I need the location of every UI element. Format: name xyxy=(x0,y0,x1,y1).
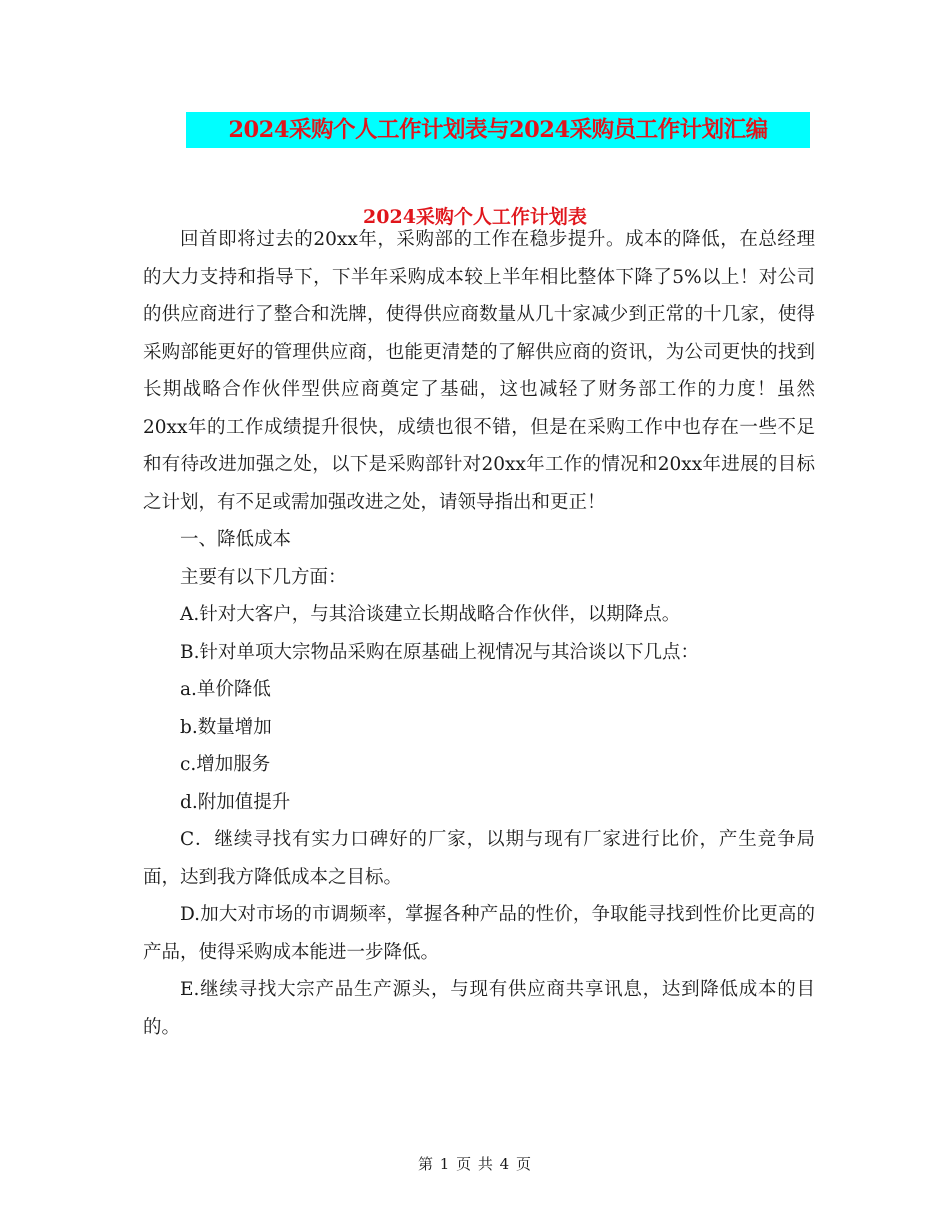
section-title: 2024采购个人工作计划表 xyxy=(363,206,587,228)
list-intro: 主要有以下几方面： xyxy=(180,566,347,588)
list-item-e: E.继续寻找大宗产品生产源头，与现有供应商共享讯息，达到降低成本的目的。 xyxy=(143,979,815,1038)
document-title: 2024采购个人工作计划表与2024采购员工作计划汇编 xyxy=(186,112,810,148)
document-body xyxy=(143,221,815,1046)
page-footer: 第 1 页 共 4 页 xyxy=(418,1155,532,1173)
sub-item-added-value: d.附加值提升 xyxy=(180,791,291,813)
sub-item-service: c.增加服务 xyxy=(180,754,271,775)
list-item-d: D.加大对市场的市调频率，掌握各种产品的性价，争取能寻找到性价比更高的产品，使得采购成本能进一步降低。 xyxy=(143,904,815,963)
intro-paragraph: 回首即将过去的20xx年，采购部的工作在稳步提升。成本的降低，在总经理的大力支持和指导下，下半年采购成本较上半年相比整体下降了5%以上！对公司的供应商进行了整合和洗牌，使得供应商数量从几十家减少到正常的十几家，使得采购部能更好的管理供应商，也能更清楚的了解供应商的资讯，为公司更快的找到长期战略合作伙伴型供应商奠定了基础，这也减轻了财务部工作的力度！虽然20xx年的工作成绩提升很快，成绩也很不错，但是在采购工作中也存在一些不足和有待改进加强之处，以下是采购部针对20xx年工作的情况和20xx年进展的目标之计划，有不足或需加强改进之处，请领导指出和更正！ xyxy=(143,229,815,513)
sub-item-quantity: b.数量增加 xyxy=(180,716,272,738)
sub-item-unit-price: a.单价降低 xyxy=(180,679,271,700)
list-item-c: C．继续寻找有实力口碑好的厂家，以期与现有厂家进行比价，产生竞争局面，达到我方降低成本之目标。 xyxy=(143,829,815,888)
list-item-a: A.针对大客户，与其洽谈建立长期战略合作伙伴，以期降点。 xyxy=(180,604,681,625)
heading-reduce-cost: 一、降低成本 xyxy=(180,529,292,550)
list-item-b: B.针对单项大宗物品采购在原基础上视情况与其洽谈以下几点： xyxy=(180,641,699,663)
